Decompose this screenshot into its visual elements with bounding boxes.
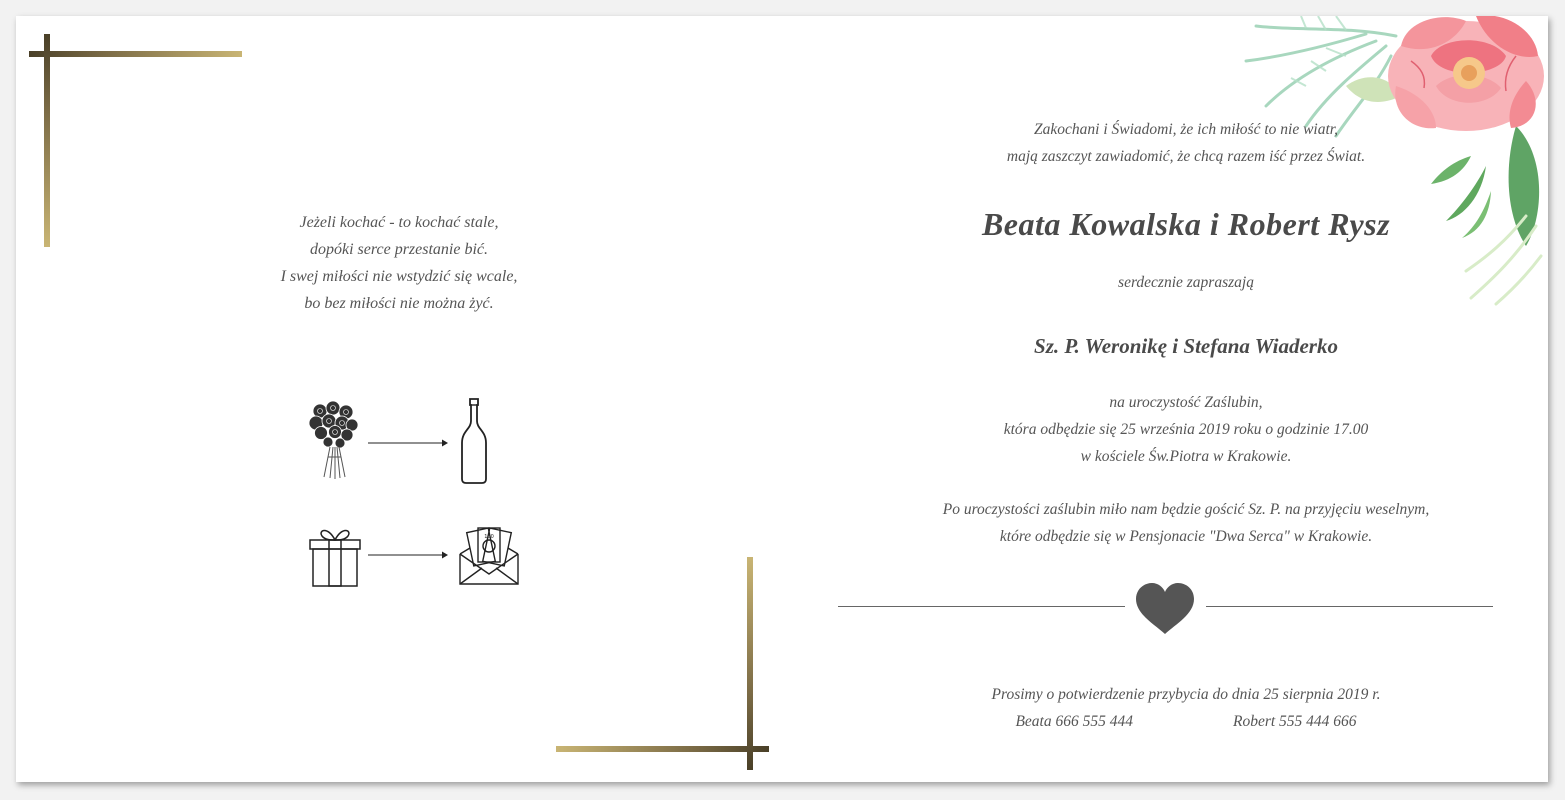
contact-bride: Beata 666 555 444	[1015, 713, 1133, 730]
gift-box-icon	[308, 524, 362, 588]
rsvp-section	[836, 681, 1536, 735]
intro-line: mają zaszczyt zawiadomić, że chcą razem iść przez Świat.	[1006, 148, 1366, 165]
heart-icon	[1134, 582, 1196, 636]
divider-line-left	[838, 606, 1125, 607]
arrow-icon	[368, 550, 448, 560]
poem-line: bo bez miłości nie można żyć.	[304, 295, 494, 312]
rsvp-contacts	[836, 708, 1536, 735]
poem-line: I swej miłości nie wstydzić się wcale,	[280, 268, 518, 285]
intro-line: Zakochani i Świadomi, że ich miłość to nie wiatr,	[1034, 121, 1338, 138]
bouquet-icon	[306, 401, 360, 481]
reception-line: które odbędzie się w Pensjonacie "Dwa Serca" w Krakowie.	[999, 528, 1373, 545]
gold-corner-top-left-vertical	[44, 34, 50, 247]
couple-names: Beata Kowalska i Robert Rysz	[981, 206, 1391, 242]
intro-text	[836, 116, 1536, 170]
guest-names: Sz. P. Weronikę i Stefana Wiaderko	[1034, 334, 1338, 358]
wine-bottle-icon	[459, 397, 489, 485]
arrow-icon	[368, 438, 448, 448]
details-line: na uroczystość Zaślubin,	[1109, 394, 1263, 411]
invite-text: serdecznie zapraszają	[1118, 274, 1254, 291]
money-envelope-icon	[458, 526, 520, 588]
gold-corner-top-left-horizontal	[29, 51, 242, 57]
rsvp-line: Prosimy o potwierdzenie przybycia do dnia 25 sierpnia 2019 r.	[991, 686, 1381, 703]
invitation-card	[16, 16, 1548, 782]
divider-line-right	[1206, 606, 1493, 607]
contact-groom: Robert 555 444 666	[1232, 713, 1357, 730]
money-note-value: 100	[484, 534, 494, 540]
gold-corner-bottom-right-vertical	[747, 557, 753, 770]
reception-line: Po uroczystości zaślubin miło nam będzie gościć Sz. P. na przyjęciu weselnym,	[942, 501, 1430, 518]
poem-line: dopóki serce przestanie bić.	[309, 241, 489, 258]
details-line: w kościele Św.Piotra w Krakowie.	[1080, 448, 1292, 465]
ceremony-details	[836, 389, 1536, 470]
poem	[216, 209, 582, 317]
poem-line: Jeżeli kochać - to kochać stale,	[299, 214, 499, 231]
gold-corner-bottom-right-horizontal	[556, 746, 769, 752]
reception-details	[836, 496, 1536, 550]
details-line: która odbędzie się 25 września 2019 roku o godzinie 17.00	[1003, 421, 1369, 438]
